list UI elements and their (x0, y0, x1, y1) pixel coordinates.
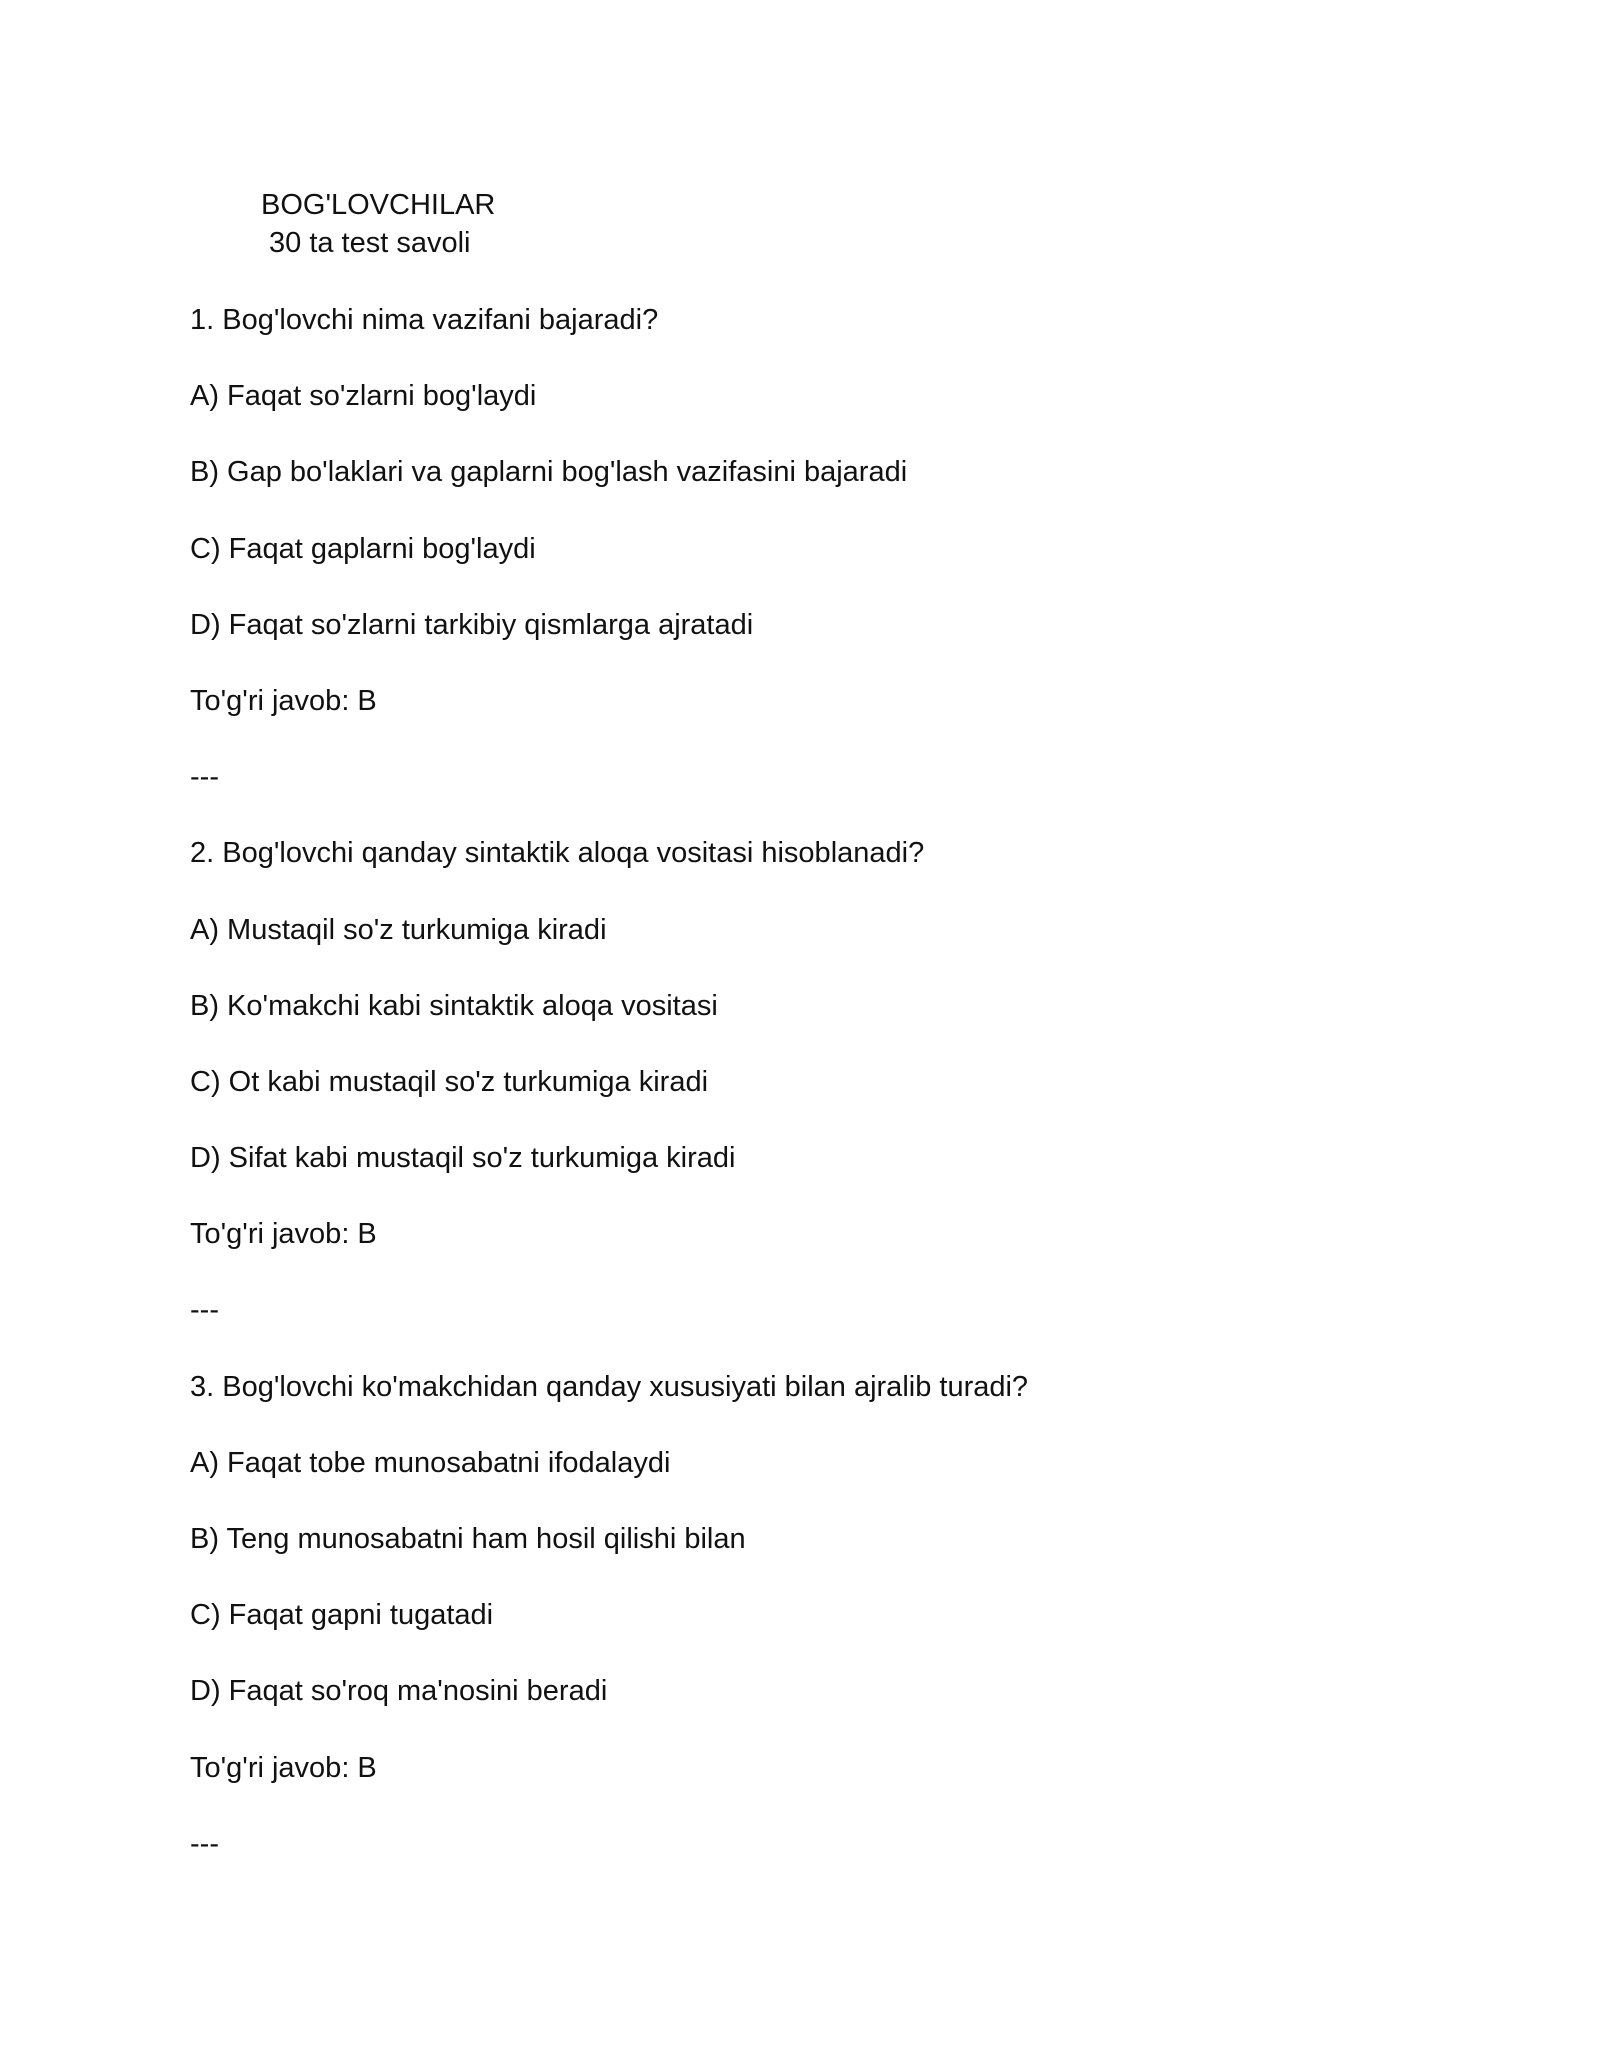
answer-option: C) Faqat gaplarni bog'laydi (190, 532, 536, 565)
answer-option: D) Faqat so'roq ma'nosini beradi (190, 1675, 608, 1708)
question-text: 2. Bog'lovchi qanday sintaktik aloqa vositasi hisoblanadi? (190, 837, 925, 870)
question-text: 1. Bog'lovchi nima vazifani bajaradi? (190, 304, 659, 336)
answer-option: B) Teng munosabatni ham hosil qilishi bilan (190, 1523, 746, 1555)
separator: --- (190, 1827, 219, 1860)
question-list (190, 301, 1490, 1901)
correct-answer: To'g'ri javob: B (190, 1218, 377, 1251)
answer-option: A) Faqat tobe munosabatni ifodalaydi (190, 1446, 671, 1479)
answer-option: D) Sifat kabi mustaqil so'z turkumiga kiradi (190, 1142, 736, 1175)
document-subtitle: 30 ta test savoli (269, 227, 471, 259)
answer-option: A) Faqat so'zlarni bog'laydi (190, 380, 537, 413)
answer-option: C) Faqat gapni tugatadi (190, 1599, 494, 1632)
separator: --- (190, 761, 219, 794)
correct-answer: To'g'ri javob: B (190, 1751, 377, 1784)
answer-option: B) Ko'makchi kabi sintaktik aloqa vositasi (190, 989, 718, 1022)
document-header (261, 186, 495, 262)
question-text: 3. Bog'lovchi ko'makchidan qanday xususiyati bilan ajralib turadi? (190, 1370, 1029, 1403)
answer-option: C) Ot kabi mustaqil so'z turkumiga kiradi (190, 1065, 709, 1098)
document-title: BOG'LOVCHILAR (261, 189, 496, 221)
answer-option: A) Mustaqil so'z turkumiga kiradi (190, 913, 607, 946)
answer-option: D) Faqat so'zlarni tarkibiy qismlarga ajratadi (190, 608, 754, 641)
correct-answer: To'g'ri javob: B (190, 684, 377, 717)
answer-option: B) Gap bo'laklari va gaplarni bog'lash vazifasini bajaradi (190, 456, 908, 489)
separator: --- (190, 1294, 219, 1327)
